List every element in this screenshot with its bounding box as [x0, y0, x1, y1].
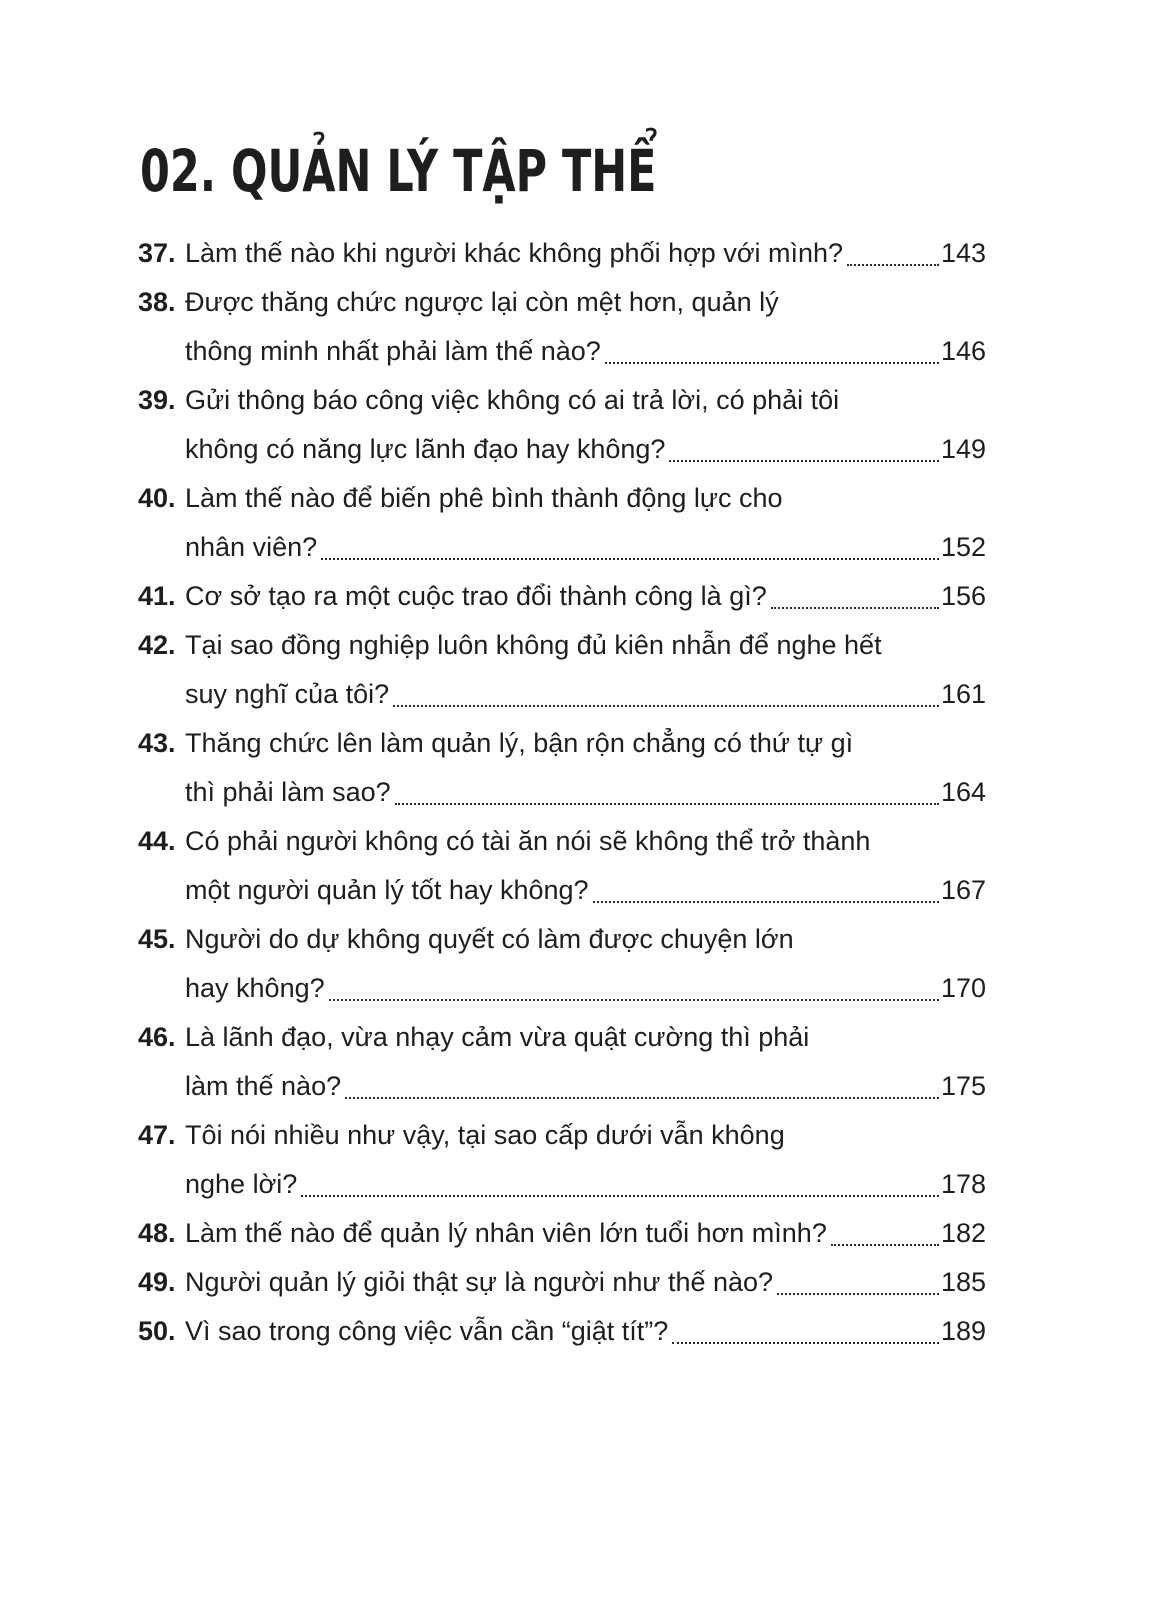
- toc-entry[interactable]: [138, 1111, 986, 1209]
- entry-title-line: Là lãnh đạo, vừa nhạy cảm vừa quật cường thì phải: [185, 1022, 810, 1052]
- entry-body: [185, 719, 986, 817]
- entry-title-line: một người quản lý tốt hay không?: [185, 875, 589, 905]
- toc-entry[interactable]: [138, 474, 986, 572]
- entry-last-line: [185, 768, 986, 817]
- entry-last-line: [185, 425, 986, 474]
- entry-body: [185, 621, 986, 719]
- entry-number: 50.: [138, 1316, 176, 1346]
- dot-leader: [329, 998, 939, 1001]
- entry-body: [185, 1013, 986, 1111]
- dot-leader: [593, 900, 939, 903]
- entry-number: 39.: [138, 385, 176, 415]
- page-number: 156: [940, 581, 986, 611]
- entry-number: 45.: [138, 924, 176, 954]
- entry-last-line: [185, 229, 986, 278]
- toc-entry[interactable]: [138, 621, 986, 719]
- entry-body: [185, 817, 986, 915]
- entry-body: [185, 1258, 986, 1307]
- dot-leader: [777, 1292, 939, 1295]
- page-number: 185: [940, 1267, 986, 1297]
- entry-number: 37.: [138, 238, 176, 268]
- entry-title-line: không có năng lực lãnh đạo hay không?: [185, 434, 666, 464]
- toc-entry[interactable]: [138, 278, 986, 376]
- entry-body: [185, 1111, 986, 1209]
- entry-number: 38.: [138, 287, 176, 317]
- entry-number: 47.: [138, 1120, 176, 1150]
- entry-number: 46.: [138, 1022, 176, 1052]
- entry-body: [185, 1307, 986, 1356]
- entry-title-line: Có phải người không có tài ăn nói sẽ không thể trở thành: [185, 826, 871, 856]
- entry-number: 44.: [138, 826, 176, 856]
- page-number: 167: [940, 875, 986, 905]
- toc-entry[interactable]: [138, 915, 986, 1013]
- entry-title-line: nghe lời?: [185, 1169, 298, 1199]
- page-number: 182: [940, 1218, 986, 1248]
- chapter-title: 02. QUẢN LÝ TẬP THỂ: [140, 137, 657, 205]
- page-number: 146: [940, 336, 986, 366]
- entry-title-line: Cơ sở tạo ra một cuộc trao đổi thành công là gì?: [185, 581, 767, 611]
- entry-title-line: Thăng chức lên làm quản lý, bận rộn chẳng có thứ tự gì: [185, 728, 854, 758]
- dot-leader: [393, 704, 939, 707]
- entry-title-line: Tại sao đồng nghiệp luôn không đủ kiên nhẫn để nghe hết: [185, 630, 882, 660]
- entry-last-line: [185, 523, 986, 572]
- dot-leader: [605, 361, 939, 364]
- page-number: 152: [940, 532, 986, 562]
- entry-title-line: thông minh nhất phải làm thế nào?: [185, 336, 601, 366]
- entry-body: [185, 1209, 986, 1258]
- entry-title-line: Người do dự không quyết có làm được chuyện lớn: [185, 924, 794, 954]
- entry-title-line: Người quản lý giỏi thật sự là người như thế nào?: [185, 1267, 774, 1297]
- entry-title-line: Làm thế nào để biến phê bình thành động lực cho: [185, 483, 783, 513]
- entry-last-line: [185, 1307, 986, 1356]
- dot-leader: [345, 1096, 939, 1099]
- entry-last-line: [185, 670, 986, 719]
- page-number: 170: [940, 973, 986, 1003]
- table-of-contents: [138, 229, 986, 1356]
- entry-number: 42.: [138, 630, 176, 660]
- entry-last-line: [185, 1209, 986, 1258]
- entry-title-line: làm thế nào?: [185, 1071, 342, 1101]
- dot-leader: [395, 802, 939, 805]
- entry-last-line: [185, 1160, 986, 1209]
- entry-title-line: Gửi thông báo công việc không có ai trả lời, có phải tôi: [185, 385, 840, 415]
- entry-body: [185, 915, 986, 1013]
- entry-last-line: [185, 1258, 986, 1307]
- page-number: 143: [940, 238, 986, 268]
- page-number: 178: [940, 1169, 986, 1199]
- page-number: 161: [940, 679, 986, 709]
- entry-body: [185, 229, 986, 278]
- entry-last-line: [185, 1062, 986, 1111]
- dot-leader: [847, 263, 939, 266]
- toc-entry[interactable]: [138, 229, 986, 278]
- dot-leader: [831, 1243, 939, 1246]
- entry-title-line: Được thăng chức ngược lại còn mệt hơn, quản lý: [185, 287, 779, 317]
- entry-number: 43.: [138, 728, 176, 758]
- toc-entry[interactable]: [138, 719, 986, 817]
- page-number: 175: [940, 1071, 986, 1101]
- dot-leader: [771, 606, 939, 609]
- toc-entry[interactable]: [138, 376, 986, 474]
- entry-title-line: Làm thế nào khi người khác không phối hợp với mình?: [185, 238, 844, 268]
- entry-last-line: [185, 964, 986, 1013]
- entry-title-line: Tôi nói nhiều như vậy, tại sao cấp dưới vẫn không: [185, 1120, 785, 1150]
- entry-last-line: [185, 572, 986, 621]
- page-number: 164: [940, 777, 986, 807]
- entry-body: [185, 474, 986, 572]
- entry-body: [185, 278, 986, 376]
- entry-body: [185, 572, 986, 621]
- entry-title-line: Vì sao trong công việc vẫn cần “giật tít”?: [185, 1316, 669, 1346]
- entry-number: 41.: [138, 581, 176, 611]
- entry-last-line: [185, 866, 986, 915]
- entry-number: 49.: [138, 1267, 176, 1297]
- dot-leader: [301, 1194, 939, 1197]
- toc-entry[interactable]: [138, 1258, 986, 1307]
- toc-entry[interactable]: [138, 817, 986, 915]
- page-number: 189: [940, 1316, 986, 1346]
- page-number: 149: [940, 434, 986, 464]
- entry-title-line: Làm thế nào để quản lý nhân viên lớn tuổi hơn mình?: [185, 1218, 827, 1248]
- toc-entry[interactable]: [138, 1013, 986, 1111]
- dot-leader: [672, 1341, 939, 1344]
- entry-title-line: suy nghĩ của tôi?: [185, 679, 390, 709]
- entry-title-line: nhân viên?: [185, 532, 318, 562]
- dot-leader: [669, 459, 939, 462]
- toc-entry[interactable]: [138, 572, 986, 621]
- entry-title-line: thì phải làm sao?: [185, 777, 391, 807]
- entry-number: 48.: [138, 1218, 176, 1248]
- entry-number: 40.: [138, 483, 176, 513]
- entry-last-line: [185, 327, 986, 376]
- dot-leader: [321, 557, 939, 560]
- entry-body: [185, 376, 986, 474]
- entry-title-line: hay không?: [185, 973, 325, 1003]
- toc-entry[interactable]: [138, 1307, 986, 1356]
- toc-entry[interactable]: [138, 1209, 986, 1258]
